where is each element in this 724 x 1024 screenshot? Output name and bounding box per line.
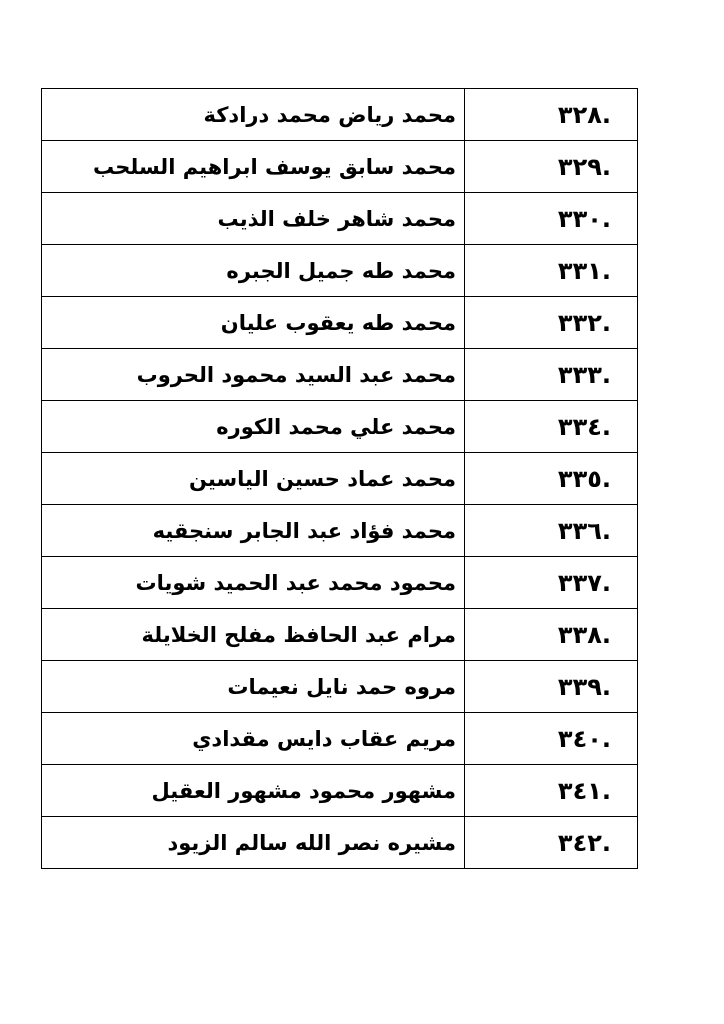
row-name: مشيره نصر الله سالم الزيود (42, 817, 465, 869)
table-row (42, 89, 638, 141)
table-row (42, 713, 638, 765)
names-table (41, 88, 638, 869)
row-number: .٣٣٠ (465, 193, 638, 245)
row-name: محمود محمد عبد الحميد شويات (42, 557, 465, 609)
row-name: محمد علي محمد الكوره (42, 401, 465, 453)
table-row (42, 141, 638, 193)
table-row (42, 661, 638, 713)
table-row (42, 453, 638, 505)
table-row (42, 609, 638, 661)
table-row (42, 817, 638, 869)
table-row (42, 349, 638, 401)
row-name: محمد طه يعقوب عليان (42, 297, 465, 349)
row-number: .٣٣٥ (465, 453, 638, 505)
row-number: .٣٣٢ (465, 297, 638, 349)
table-row (42, 505, 638, 557)
table-row (42, 401, 638, 453)
row-name: محمد طه جميل الجبره (42, 245, 465, 297)
table-row (42, 765, 638, 817)
row-name: مريم عقاب دايس مقدادي (42, 713, 465, 765)
row-name: محمد رياض محمد درادكة (42, 89, 465, 141)
row-number: .٣٣١ (465, 245, 638, 297)
table-row (42, 193, 638, 245)
row-number: .٣٣٩ (465, 661, 638, 713)
row-name: محمد سابق يوسف ابراهيم السلحب (42, 141, 465, 193)
table-row (42, 557, 638, 609)
row-name: محمد عبد السيد محمود الحروب (42, 349, 465, 401)
row-number: .٣٣٨ (465, 609, 638, 661)
row-number: .٣٣٧ (465, 557, 638, 609)
row-name: محمد شاهر خلف الذيب (42, 193, 465, 245)
row-number: .٣٢٨ (465, 89, 638, 141)
row-name: محمد فؤاد عبد الجابر سنجقيه (42, 505, 465, 557)
row-name: محمد عماد حسين الياسين (42, 453, 465, 505)
row-number: .٣٤١ (465, 765, 638, 817)
row-number: .٣٤٠ (465, 713, 638, 765)
row-number: .٣٢٩ (465, 141, 638, 193)
row-number: .٣٣٣ (465, 349, 638, 401)
table-row (42, 297, 638, 349)
row-number: .٣٣٦ (465, 505, 638, 557)
names-table-body (42, 89, 638, 869)
row-name: مرام عبد الحافظ مفلح الخلايلة (42, 609, 465, 661)
row-name: مشهور محمود مشهور العقيل (42, 765, 465, 817)
table-row (42, 245, 638, 297)
row-number: .٣٣٤ (465, 401, 638, 453)
row-name: مروه حمد نايل نعيمات (42, 661, 465, 713)
row-number: .٣٤٢ (465, 817, 638, 869)
